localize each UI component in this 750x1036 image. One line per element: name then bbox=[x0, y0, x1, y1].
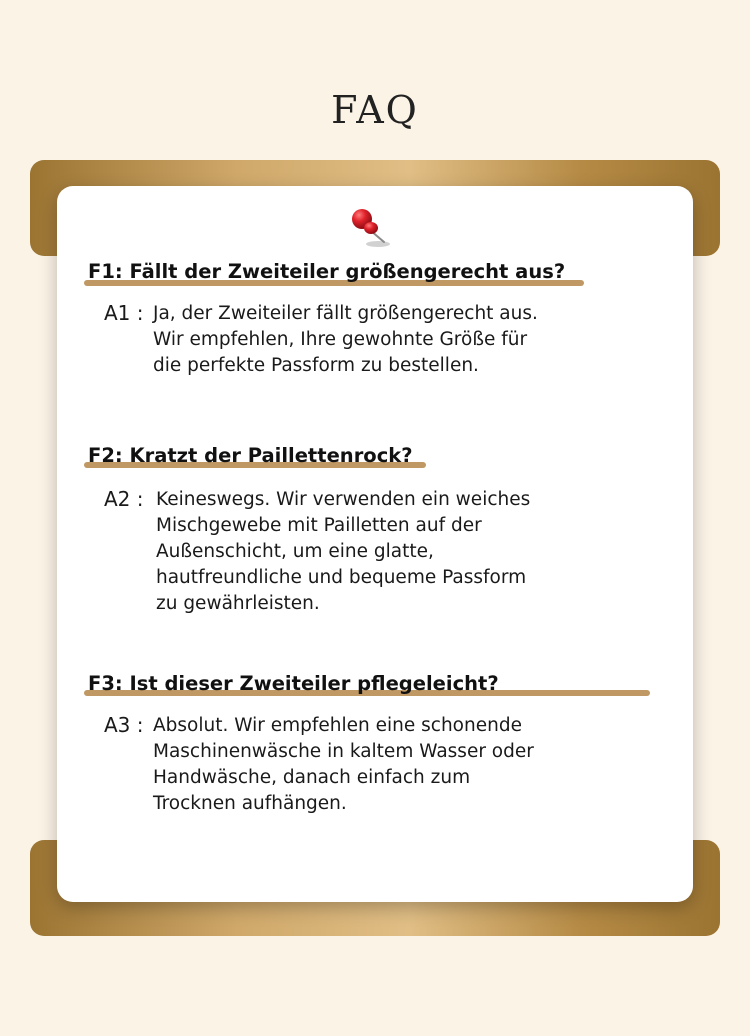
pushpin-icon bbox=[348, 206, 396, 252]
faq-question-2: F2: Kratzt der Paillettenrock? bbox=[88, 444, 413, 467]
faq-answer-1: Ja, der Zweiteiler fällt größengerecht aus. Wir empfehlen, Ihre gewohnte Größe für die perfekte Passform zu bestellen. bbox=[153, 303, 538, 376]
faq-question-3: F3: Ist dieser Zweiteiler pflegeleicht? bbox=[88, 672, 499, 695]
faq-answer-2: Keineswegs. Wir verwenden ein weiches Mischgewebe mit Pailletten auf der Außenschicht, um eine glatte, hautfreundliche und bequeme Passform zu gewährleisten. bbox=[156, 489, 531, 614]
page-title: FAQ bbox=[331, 88, 419, 132]
faq-question-1: F1: Fällt der Zweiteiler größengerecht aus? bbox=[88, 260, 566, 283]
answer-label-1: A1 : bbox=[104, 301, 144, 325]
answer-label-2: A2 : bbox=[104, 487, 144, 511]
faq-answer-3: Absolut. Wir empfehlen eine schonende Maschinenwäsche in kaltem Wasser oder Handwäsche, danach einfach zum Trocknen aufhängen. bbox=[153, 715, 534, 814]
answer-label-3: A3 : bbox=[104, 713, 144, 737]
